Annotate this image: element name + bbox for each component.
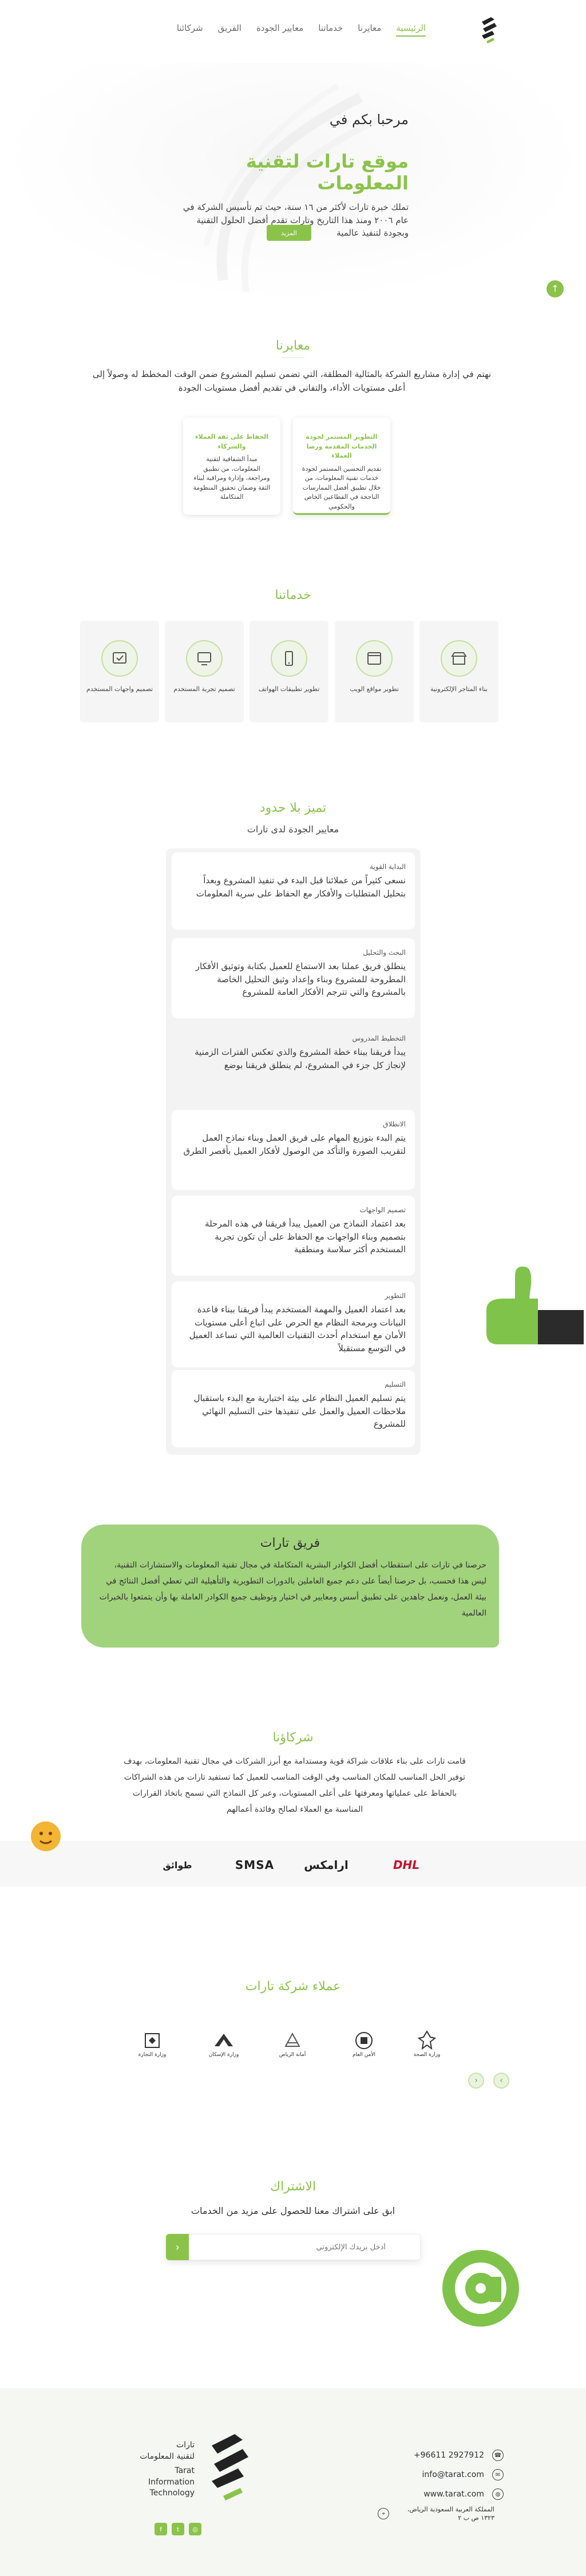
standard-card (183, 418, 280, 515)
quality-item-text: يتم تسليم العميل النظام على بيئة اختبارية مع البدء باستقبال ملاحظات العميل والعمل على تنفيذها حتى التسليم النهائي للمشروع (193, 1393, 406, 1429)
client-logo (343, 2017, 385, 2058)
quality-item-text: بعد اعتماد العميل والمهمة المستخدم يبدأ فريقنا ببناء قاعدة البيانات وبرمجة النظام مع الحرص على اتباع أعلى مستويات الأمان مع استخدام أحدث التقنيات العالمية التي تساعد العميل في التوسع مستقبلاً (189, 1304, 406, 1354)
subscribe-title: الاشتراك (270, 2180, 316, 2194)
thumbs-up-icon (469, 1253, 584, 1367)
nav-services[interactable]: خدماتنا (318, 23, 343, 33)
service-label: تصميم واجهات المستخدم (86, 685, 153, 693)
quality-item-text: نسعى كثيراً من عملائنا قبل البدء في تنفيذ المشروع وبعداً بتحليل المتطلبات والأفكار مع الحفاظ على سرية المعلومات (196, 875, 406, 899)
hero-title: موقع تارات لتقنية المعلومات (246, 150, 409, 194)
footer-contact (378, 2446, 504, 2523)
partner-logo: SMSA (235, 1858, 275, 1872)
nav-home[interactable]: الرئيسية (396, 23, 426, 37)
footer-phone[interactable] (378, 2446, 504, 2465)
standard-card-title: الحفاظ على ثقة العملاء والشركاء (195, 433, 269, 450)
nav-standards[interactable]: معايرنا (358, 23, 382, 33)
quality-item-title: التسليم (385, 1380, 406, 1388)
quality-item-title: التطوير (385, 1292, 406, 1300)
globe-icon: ◍ (492, 2488, 504, 2500)
hero-more-button[interactable]: المزيد (267, 225, 311, 241)
quality-item-text: يبدأ فريقنا ببناء خطة المشروع والذي تعكس الفترات الزمنية لإنجاز كل جزء في المشروع، لم ينطلق فريقنا بوضع (195, 1047, 406, 1070)
team-title: فريق تارات (260, 1536, 320, 1550)
quality-title: تميز بلا حدود (259, 801, 327, 815)
quality-item (172, 938, 415, 1018)
email-text: info@tarat.com (422, 2470, 484, 2479)
brand-ar-line1: تارات (176, 2440, 195, 2450)
service-card[interactable] (250, 621, 328, 723)
store-icon (441, 640, 477, 677)
services-title: خدماتنا (275, 588, 311, 602)
ministry-health-icon (415, 2029, 438, 2052)
service-label: تصميم تجربة المستخدم (173, 685, 235, 693)
service-label: تطوير تطبيقات الهواتف (258, 685, 320, 693)
at-sign-icon (441, 2248, 521, 2328)
service-card[interactable] (419, 621, 498, 723)
footer-website[interactable] (378, 2484, 504, 2504)
service-card[interactable] (80, 621, 159, 723)
subscribe-button[interactable]: ‹ (166, 2234, 189, 2260)
service-card[interactable] (335, 621, 414, 723)
email-input[interactable] (166, 2234, 421, 2260)
service-card[interactable] (165, 621, 244, 723)
nav-quality[interactable]: معايير الجودة (256, 23, 304, 33)
quality-item (172, 1370, 415, 1447)
partner-strip (0, 1841, 586, 1887)
service-label: بناء المتاجر الإلكترونية (430, 685, 488, 693)
client-logo (132, 2017, 173, 2058)
quality-item (172, 1110, 415, 1190)
mail-icon: ✉ (492, 2469, 504, 2480)
mobile-icon (271, 640, 307, 677)
footer-brand (97, 2428, 258, 2508)
partners-text: قامت تارات على بناء علاقات شراكة قوية ومستدامة مع أبرز الشركات في مجال تقنية المعلومات، بهدف توفير الحل المناسب للمكان المناسب وفي الوقت المناسب للعميل كما تستفيد تارات من هذه الشراكات بالحفاظ على عملياتها ومعرفتها على أعلى المستويات، وعبر كل النماذج التي تسمح باتخاذ القرارات المناسبة مع العملاء لصالح وفائدة أعمالهم (124, 1757, 466, 1814)
ui-design-icon (101, 640, 138, 677)
client-logo-label: أمانة الرياض (279, 2052, 306, 2058)
hero-description: تملك خبرة تارات لأكثر من ١٦ سنة، حيث تم تأسيس الشركة في عام ٢٠٠٦ ومنذ هذا التاريخ وتارات تقدم أفضل الحلول التقنية وبجودة لتنفيذ عالمية (183, 202, 409, 238)
hero-welcome: مرحبا بكم في (329, 112, 409, 128)
clients-title: عملاء شركة تارات (245, 1979, 341, 1994)
footer-brand-text (103, 2440, 195, 2499)
hero-section (0, 63, 586, 303)
partner-logo: طوائق (163, 1859, 192, 1871)
hero-text (180, 112, 409, 240)
twitter-icon[interactable]: t (172, 2523, 184, 2535)
quality-item-title: الانطلاق (383, 1120, 406, 1128)
client-logo (272, 2017, 313, 2058)
standard-card (293, 418, 390, 515)
main-nav (177, 23, 426, 37)
quality-item-text: ينطلق فريق عملنا بعد الاستماع للعميل بكتابة وتوثيق الأفكار المطروحة للمشروع وبناء وإعداد وثيق التحليل الخاصة بالمشروع والتي تترجم الأفكار العامة للمشروع (195, 961, 406, 997)
client-logo-label: وزارة الإسكان (208, 2052, 239, 2058)
emoji-icon (29, 1819, 63, 1853)
brand-en-line1: Tarat (175, 2466, 195, 2476)
nav-partners[interactable]: شركائنا (176, 23, 203, 33)
address-text: المملكة العربية السعودية الرياض، ١٣٢٣ ص ب ٢ (407, 2505, 494, 2522)
phone-icon: ☎ (492, 2450, 504, 2461)
standard-card-title: التطوير المستمر لجودة الخدمات المقدمة ورضا العملاء (306, 433, 378, 459)
quality-item-title: البداية القوية (370, 863, 406, 871)
instagram-icon[interactable]: ◎ (189, 2523, 201, 2535)
phone-text: +96611 2927912 (413, 2451, 484, 2460)
client-logo-label: الأمن العام (352, 2052, 376, 2058)
footer-social (155, 2523, 201, 2535)
brand-en-line2: Information Technology (148, 2477, 195, 2498)
next-arrow-icon[interactable]: ‹ (468, 2073, 484, 2089)
brand-ar-line2: لتقنية المعلومات (140, 2451, 195, 2461)
tarat-logo-large-icon (200, 2428, 258, 2503)
quality-item-text: بعد اعتماد النماذج من العميل يبدأ فريقنا في هذه المرحلة بتصميم وبناء الواجهات مع الحفاظ على أن تكون تجربة المستخدم أكثر سلاسة ومنطقية (205, 1218, 406, 1255)
client-logo-label: وزارة الصحة (413, 2052, 441, 2058)
partners-title: شركاؤنا (272, 1730, 314, 1745)
footer-address (378, 2504, 504, 2523)
standard-card-text: تقديم التحسين المستمر لجودة خدمات تقنية المعلومات، من خلال تطبيق أفضل الممارسات الناجحة في القطاعين الخاص والحكومي (302, 465, 382, 510)
partner-logo: DHL (393, 1858, 420, 1872)
web-icon (356, 640, 393, 677)
quality-item-title: البحث والتحليل (363, 948, 406, 956)
commerce-ministry-icon (141, 2029, 164, 2052)
standards-text: نهتم في إدارة مشاريع الشركة بالمثالية المطلقة، التي تضمن تسليم المشروع ضمن الوقت المخطط له وصولاً إلى أعلى مستويات الأداء، والتفاني في تقديم أفضل مستويات الجودة (92, 369, 492, 393)
tarat-logo-icon[interactable] (477, 15, 500, 45)
nav-team[interactable]: الفريق (217, 23, 241, 33)
team-text: حرصنا في تارات على استقطاب أفضل الكوادر البشرية المتكاملة في مجال تقنية المعلومات والاستشارات التقنية، ليس هذا فحسب، بل حرصنا أيضاً على دعم جميع العاملين بالدورات التطويرية والتأهيلية التي تعطي أفضل النتائج في بيئة العمل، ونعمل جاهدين على تطبيق أسس ومعايير في اختيار وتوظيف جميع الكوادر العاملة بها وأن يتمتعوا بالخبرات العالمية (99, 1561, 486, 1618)
security-badge-icon (353, 2029, 375, 2052)
standard-card-text: مبدأ الشفافية لتقنية المعلومات، من تطبيق ومراجعة، وإدارة ومراقبة لبناء الثقة وضمان تحقيق المنظومة المتكاملة (193, 455, 271, 501)
partner-logo: ارامكس (304, 1858, 349, 1872)
standards-title: معايرنا (275, 339, 311, 353)
prev-arrow-icon[interactable]: › (493, 2073, 509, 2089)
quality-item-title: تصميم الواجهات (359, 1206, 406, 1214)
housing-ministry-icon (212, 2029, 235, 2052)
quality-subtitle: معايير الجودة لدى تارات (247, 824, 339, 835)
quality-item-text: يتم البدء بتوزيع المهام على فريق العمل وبناء نماذج العمل لتقريب الصورة والتأكد من الوصول لأفكار العميل بأقصر الطرق (183, 1133, 406, 1156)
website-text: www.tarat.com (423, 2490, 484, 2499)
quality-item (172, 1196, 415, 1276)
ux-icon (186, 640, 223, 677)
quality-item-title: التخطيط المدروس (352, 1034, 406, 1042)
subscribe-text: ابق على اشتراك معنا للحصول على مزيد من الخدمات (191, 2205, 395, 2216)
header (0, 0, 586, 57)
arrow-up-icon[interactable]: ↑ (547, 280, 564, 297)
service-label: تطوير مواقع الويب (350, 685, 399, 693)
riyadh-emblem-icon (281, 2029, 304, 2052)
client-logo-label: وزارة التجارة (138, 2052, 167, 2058)
footer-email[interactable] (378, 2465, 504, 2484)
quality-item (172, 1281, 415, 1367)
client-logo (203, 2017, 244, 2058)
location-icon: ⌖ (378, 2508, 389, 2519)
quality-item (172, 852, 415, 930)
client-logo (406, 2017, 448, 2058)
quality-item (172, 1024, 415, 1104)
facebook-icon[interactable]: f (155, 2523, 167, 2535)
